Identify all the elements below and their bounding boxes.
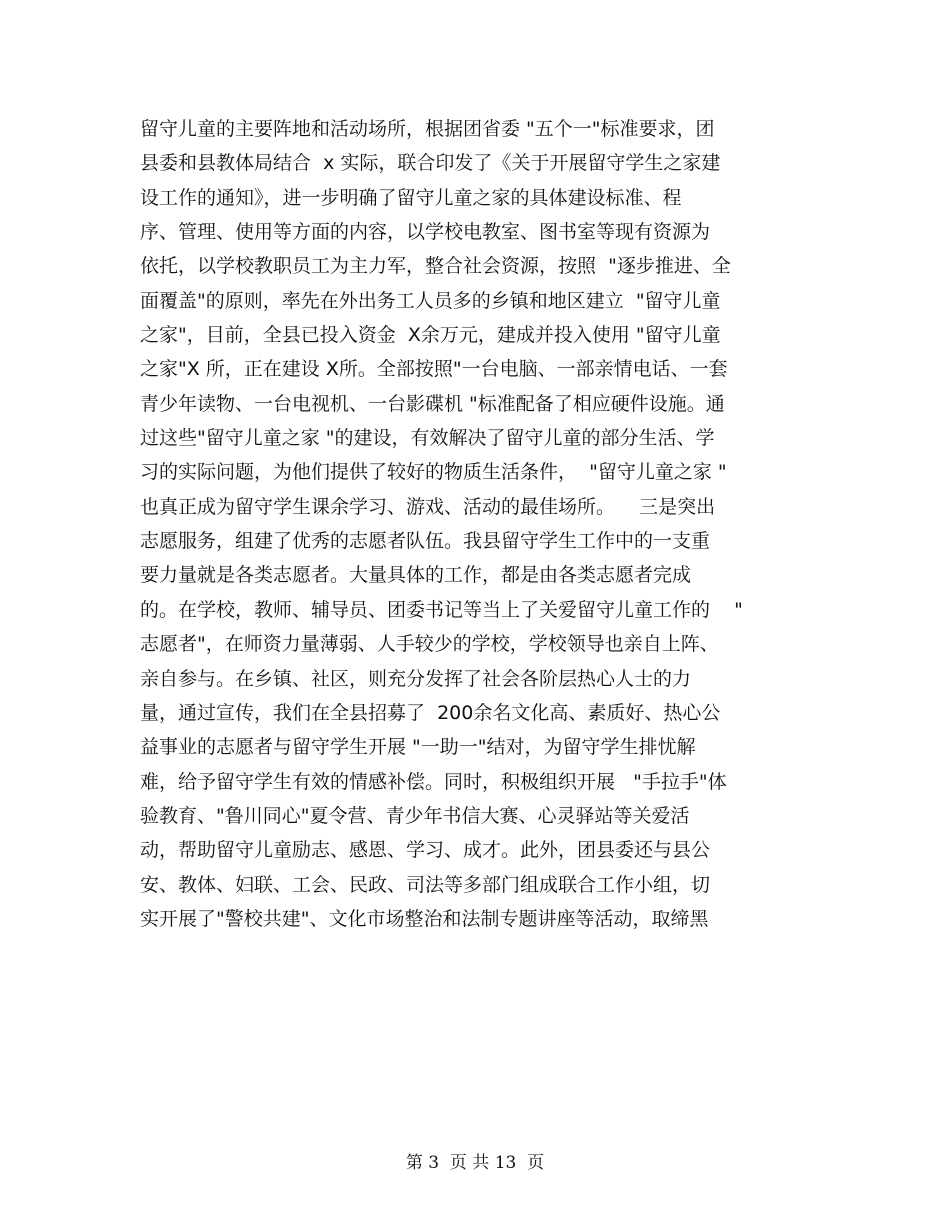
text-line-3: 设工作的通知》，进一步明确了留守儿童之家的具体建设标准、程 [140, 186, 682, 209]
text-line-20: 难，给予留守学生有效的情感补偿。同时，积极组织开展 "手拉手"体 [140, 770, 727, 793]
text-line-4: 序、管理、使用等方面的内容，以学校电教室、图书室等现有资源为 [140, 221, 711, 244]
body-text [140, 112, 810, 936]
text-line-9: 青少年读物、一台电视机、一台影碟机 "标准配备了相应硬件设施。通 [140, 392, 725, 415]
page-number-footer: 第 3 页 共 13 页 [405, 1153, 545, 1173]
text-line-1: 留守儿童的主要阵地和活动场所，根据团省委 "五个一"标准要求，团 [140, 118, 715, 140]
text-line-17: 亲自参与。在乡镇、社区，则充分发挥了社会各阶层热心人士的力 [140, 667, 692, 690]
text-line-10: 过这些"留守儿童之家 "的建设，有效解决了留守儿童的部分生活、学 [140, 427, 715, 450]
text-line-2: 县委和县教体局结合 x 实际，联合印发了《关于开展留守学生之家建 [140, 152, 721, 175]
text-line-7: 之家"，目前，全县已投入资金 X余万元，建成并投入使用 "留守儿童 [140, 324, 721, 347]
text-line-23: 安、教体、妇联、工会、民政、司法等多部门组成联合工作小组，切 [140, 873, 711, 896]
text-line-21: 验教育、"鲁川同心"夏令营、青少年书信大赛、心灵驿站等关爱活 [140, 804, 690, 827]
text-line-5: 依托，以学校教职员工为主力军，整合社会资源，按照 "逐步推进、全 [140, 255, 731, 278]
text-line-8: 之家"X 所，正在建设 X所。全部按照"一台电脑、一部亲情电话、一套 [140, 358, 728, 381]
text-line-12: 也真正成为留守学生课余学习、游戏、活动的最佳场所。 三是突出 [140, 495, 716, 518]
text-line-13: 志愿服务，组建了优秀的志愿者队伍。我县留守学生工作中的一支重 [140, 530, 711, 553]
text-line-22: 动，帮助留守儿童励志、感恩、学习、成才。此外，团县委还与县公 [140, 839, 711, 862]
text-line-14: 要力量就是各类志愿者。大量具体的工作，都是由各类志愿者完成 [140, 564, 692, 587]
text-line-6: 面覆盖"的原则，率先在外出务工人员多的乡镇和地区建立 "留守儿童 [140, 289, 721, 312]
text-line-24: 实开展了"警校共建"、文化市场整治和法制专题讲座等活动，取缔黑 [140, 907, 709, 930]
text-line-19: 益事业的志愿者与留守学生开展 "一助一"结对，为留守学生排忧解 [140, 736, 696, 759]
text-line-18: 量，通过宣传，我们在全县招募了 200余名文化高、素质好、热心公 [140, 701, 721, 724]
text-line-15: 的。在学校，教师、辅导员、团委书记等当上了关爱留守儿童工作的 " [140, 598, 743, 621]
text-line-16: 志愿者"，在师资力量薄弱、人手较少的学校，学校领导也亲自上阵、 [140, 633, 719, 656]
text-line-11: 习的实际问题，为他们提供了较好的物质生活条件， "留守儿童之家 " [140, 461, 727, 484]
